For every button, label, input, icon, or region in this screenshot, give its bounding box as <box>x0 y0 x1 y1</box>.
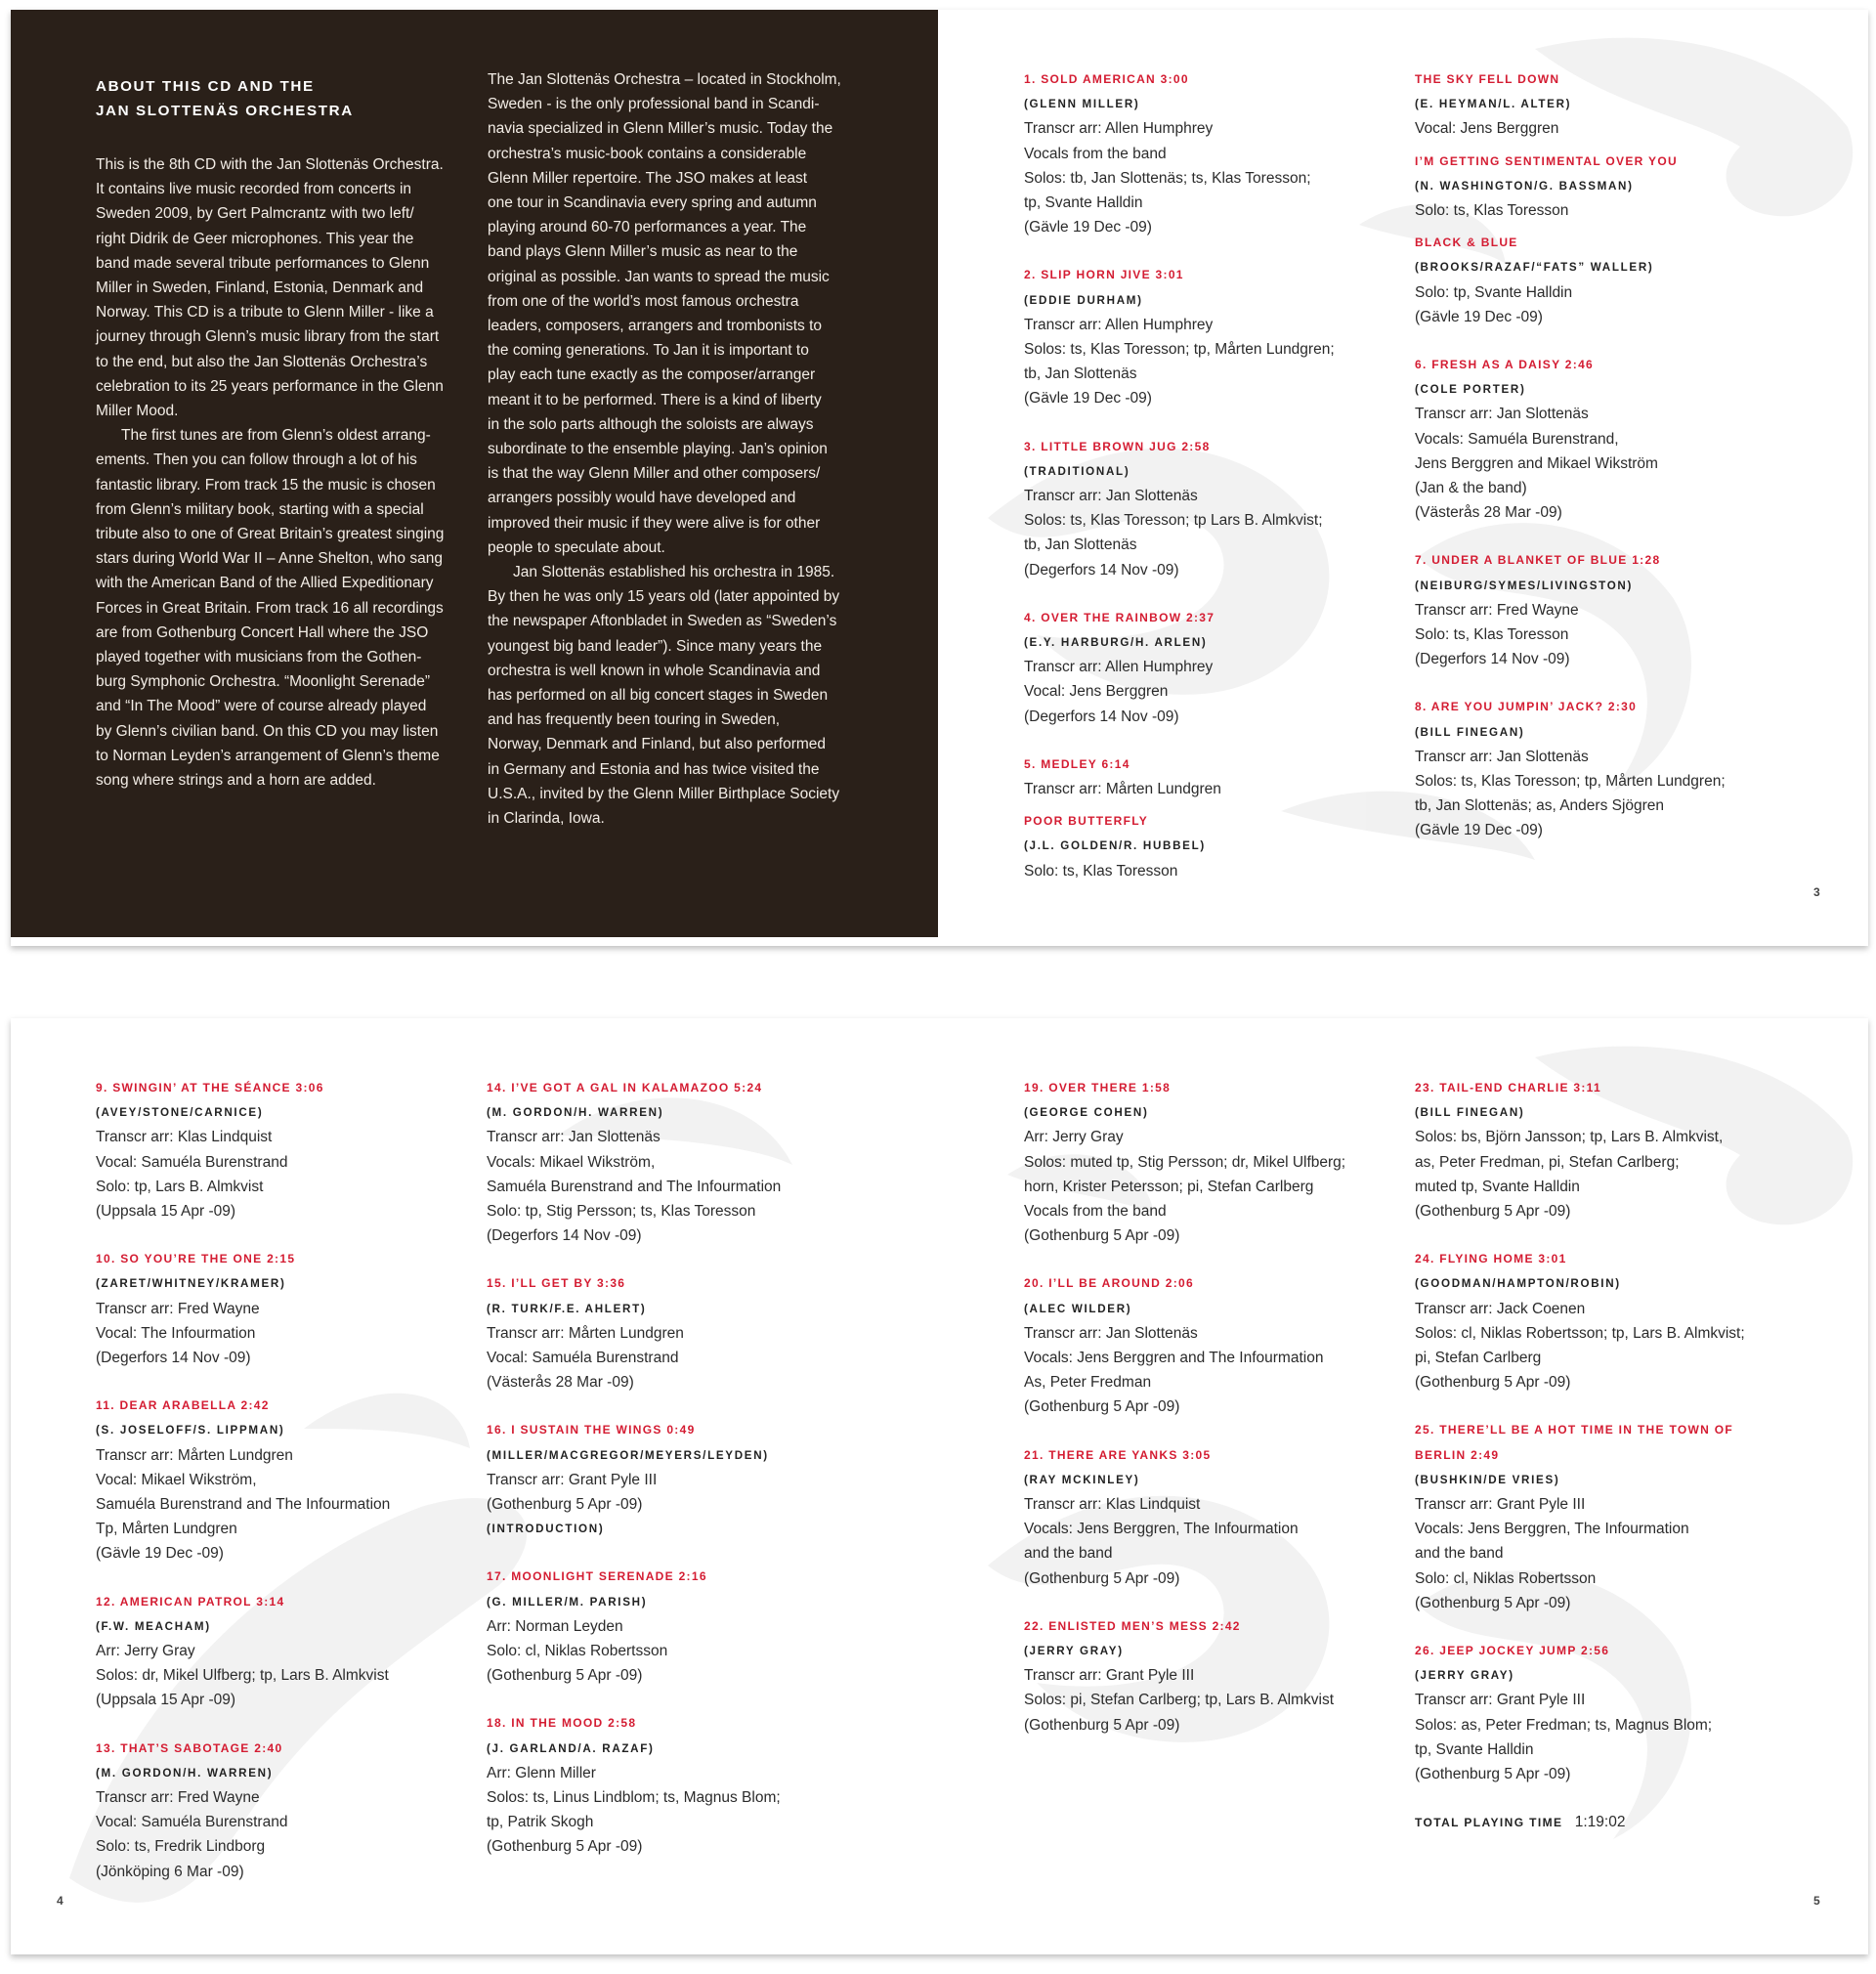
track-entry <box>1024 1614 1345 1738</box>
track-title: 7. UNDER A BLANKET OF BLUE 1:28 <box>1415 553 1661 568</box>
track-detail: Vocal: Jens Berggren <box>1415 120 1559 138</box>
track-title: 17. MOONLIGHT SERENADE 2:16 <box>487 1569 707 1584</box>
about-line: in Germany and Estonia and has twice visited the <box>488 760 820 778</box>
track-composer: (BUSHKIN/DE VRIES) <box>1415 1473 1560 1486</box>
track-detail: Transcr arr: Fred Wayne <box>1415 601 1579 619</box>
track-title: 11. DEAR ARABELLA 2:42 <box>96 1398 270 1413</box>
track-detail: (Gävle 19 Dec -09) <box>1024 390 1152 408</box>
tracklist-column <box>1024 67 1335 907</box>
about-line: band made several tribute performances to Glenn <box>96 254 430 272</box>
track-title: 14. I’VE GOT A GAL IN KALAMAZOO 5:24 <box>487 1081 763 1094</box>
track-detail: Vocal: Samuéla Burenstrand <box>487 1350 679 1367</box>
about-line: has performed on all big concert stages in Sweden <box>488 687 829 705</box>
about-line: celebration to its 25 years performance in the Glenn <box>96 377 444 395</box>
track-detail: Transcr arr: Grant Pyle III <box>487 1471 658 1488</box>
page-number: 4 <box>57 1894 64 1908</box>
about-line: youngest big band leader”). Since many years the <box>488 637 823 655</box>
track-detail: (Gothenburg 5 Apr -09) <box>1415 1766 1571 1783</box>
about-line: song where strings and a horn are added. <box>96 772 376 790</box>
track-detail: Vocal: Samuéla Burenstrand <box>96 1153 288 1171</box>
about-line: and “In The Mood” were of course already played <box>96 698 427 715</box>
track-detail: (Degerfors 14 Nov -09) <box>1024 561 1179 579</box>
about-line: orchestra’s music-book contains a considerable <box>488 145 807 162</box>
track-detail: (Uppsala 15 Apr -09) <box>96 1692 236 1709</box>
track-detail: (Jan & the band) <box>1415 480 1527 497</box>
track-detail: Solo: ts, Fredrik Lindborg <box>96 1838 266 1856</box>
track-title: 13. THAT’S SABOTAGE 2:40 <box>96 1740 283 1755</box>
about-line: subordinate to the ensemble playing. Jan’s opinion <box>488 441 828 458</box>
track-detail: Transcr arr: Klas Lindquist <box>96 1129 273 1146</box>
track-detail: Vocals from the band <box>1024 145 1167 162</box>
about-line: Miller in Sweden, Finland, Estonia, Denmark and <box>96 279 424 297</box>
track-detail: (Gothenburg 5 Apr -09) <box>1024 1569 1180 1587</box>
track-entry <box>1415 1076 1745 1223</box>
track-detail: Solos: muted tp, Stig Persson; dr, Mikel Ulfberg; <box>1024 1153 1346 1171</box>
track-detail: tp, Svante Halldin <box>1024 194 1143 212</box>
about-line: leaders, composers, arrangers and trombonists to <box>488 318 823 335</box>
about-line: tribute also to one of Great Britain’s greatest singing <box>96 526 445 543</box>
track-detail: Samuéla Burenstrand and The Infourmation <box>487 1178 782 1195</box>
track-detail: Vocals: Jens Berggren and The Infourmation <box>1024 1350 1324 1367</box>
track-detail: horn, Krister Petersson; pi, Stefan Carlberg <box>1024 1178 1314 1195</box>
track-detail: Transcr arr: Jan Slottenäs <box>1024 488 1198 505</box>
about-line: Sweden - is the only professional band in Scandi- <box>488 96 820 113</box>
track-detail: Arr: Jerry Gray <box>96 1643 195 1660</box>
track-entry <box>96 1394 390 1566</box>
page-number: 5 <box>1813 1894 1820 1908</box>
track-detail: Vocal: The Infourmation <box>96 1324 256 1342</box>
about-line: This is the 8th CD with the Jan Slottenäs Orchestra. <box>96 156 444 173</box>
track-composer: (NEIBURG/SYMES/LIVINGSTON) <box>1415 579 1634 592</box>
track-composer: (M. GORDON/H. WARREN) <box>487 1106 664 1120</box>
about-line: ements. Then you can follow through a lot of his <box>96 451 417 469</box>
track-detail: (Gothenburg 5 Apr -09) <box>487 1838 643 1856</box>
track-detail: Solos: as, Peter Fredman; ts, Magnus Blom; <box>1415 1716 1713 1734</box>
track-composer: (JERRY GRAY) <box>1024 1645 1124 1658</box>
track-detail: Solo: cl, Niklas Robertsson <box>1415 1569 1597 1587</box>
track-detail: Transcr arr: Grant Pyle III <box>1024 1667 1195 1685</box>
about-column-2 <box>488 67 851 831</box>
track-detail: (Gothenburg 5 Apr -09) <box>1415 1374 1571 1392</box>
track-detail: (Västerås 28 Mar -09) <box>1415 504 1562 522</box>
track-title: 1. SOLD AMERICAN 3:00 <box>1024 72 1189 86</box>
track-detail: (Degerfors 14 Nov -09) <box>487 1227 642 1245</box>
track-composer: (GEORGE COHEN) <box>1024 1106 1149 1120</box>
track-composer: (R. TURK/F.E. AHLERT) <box>487 1302 647 1315</box>
track-title: I’M GETTING SENTIMENTAL OVER YOU <box>1415 153 1678 168</box>
track-title: BLACK & BLUE <box>1415 236 1518 250</box>
tracklist-column <box>1024 1076 1345 1761</box>
track-title: 24. FLYING HOME 3:01 <box>1415 1252 1567 1266</box>
track-title: 12. AMERICAN PATROL 3:14 <box>96 1594 285 1609</box>
total-value: 1:19:02 <box>1574 1814 1626 1830</box>
track-composer: (E.Y. HARBURG/H. ARLEN) <box>1024 636 1208 650</box>
about-line: played together with musicians from the Gothen- <box>96 649 422 666</box>
track-detail: Vocals: Samuéla Burenstrand, <box>1415 430 1619 448</box>
tracklist-column <box>1415 67 1726 867</box>
about-line: fantastic library. From track 15 the music is chosen <box>96 476 436 494</box>
about-line: improved their music if they were alive is for other <box>488 514 821 532</box>
about-line: Forces in Great Britain. From track 16 all recordings <box>96 599 444 617</box>
track-detail: Solo: tp, Lars B. Almkvist <box>96 1178 264 1195</box>
track-detail: Solos: dr, Mikel Ulfberg; tp, Lars B. Almkvist <box>96 1667 389 1685</box>
about-line: by Glenn’s civilian band. On this CD you may listen <box>96 722 439 740</box>
track-composer: (INTRODUCTION) <box>487 1523 605 1536</box>
track-composer: (J. GARLAND/A. RAZAF) <box>487 1741 655 1755</box>
about-line: orchestra is well known in whole Scandinavia and <box>488 662 821 679</box>
track-title: POOR BUTTERFLY <box>1024 814 1149 829</box>
track-detail: (Uppsala 15 Apr -09) <box>96 1203 236 1221</box>
track-entry <box>1415 1418 1745 1615</box>
about-line: original as possible. Jan wants to spread the music <box>488 268 830 285</box>
track-detail: Transcr arr: Jan Slottenäs <box>1415 748 1589 765</box>
about-line: is that the way Glenn Miller and other composers/ <box>488 465 821 483</box>
track-detail: tb, Jan Slottenäs <box>1024 536 1137 554</box>
track-composer: (BILL FINEGAN) <box>1415 725 1525 739</box>
track-entry <box>1024 1271 1345 1419</box>
track-detail: Solo: tp, Stig Persson; ts, Klas Toresson <box>487 1203 756 1221</box>
track-title: 3. LITTLE BROWN JUG 2:58 <box>1024 439 1211 453</box>
track-entry <box>1415 67 1726 329</box>
track-entry <box>487 1565 781 1688</box>
track-detail: Solo: tp, Svante Halldin <box>1415 283 1573 301</box>
track-detail: tb, Jan Slottenäs <box>1024 365 1137 383</box>
track-detail: (Gothenburg 5 Apr -09) <box>1415 1203 1571 1221</box>
about-line: the newspaper Aftonbladet in Sweden as “Sweden’s <box>488 613 837 630</box>
about-line: band plays Glenn Miller’s music as near to the <box>488 243 798 261</box>
track-entry <box>487 1076 781 1248</box>
track-detail: tp, Patrik Skogh <box>487 1814 594 1831</box>
track-entry <box>487 1711 781 1859</box>
track-detail: Solos: bs, Björn Jansson; tp, Lars B. Almkvist, <box>1415 1129 1724 1146</box>
track-detail: Solos: ts, Klas Toresson; tp, Mårten Lundgren; <box>1024 341 1335 359</box>
track-detail: Transcr arr: Allen Humphrey <box>1024 120 1214 138</box>
track-composer: (AVEY/STONE/CARNICE) <box>96 1106 264 1120</box>
about-line: Norway. This CD is a tribute to Glenn Miller - like a <box>96 304 434 322</box>
track-composer: (JERRY GRAY) <box>1415 1669 1514 1683</box>
track-entry <box>1024 263 1335 410</box>
track-detail: (Gävle 19 Dec -09) <box>1024 219 1152 236</box>
track-detail: Transcr arr: Jan Slottenäs <box>1024 1324 1198 1342</box>
track-detail: Tp, Mårten Lundgren <box>96 1521 237 1538</box>
track-spacer <box>1415 142 1726 150</box>
track-spacer <box>1024 801 1335 809</box>
track-detail: Vocal: Samuéla Burenstrand <box>96 1814 288 1831</box>
track-title: 9. SWINGIN’ AT THE SÉANCE 3:06 <box>96 1081 324 1094</box>
about-line: playing around 60-70 performances a year. The <box>488 219 807 236</box>
track-detail: Arr: Norman Leyden <box>487 1617 623 1635</box>
track-composer: (GOODMAN/HAMPTON/ROBIN) <box>1415 1277 1621 1291</box>
track-entry <box>487 1418 781 1541</box>
track-detail: (Gothenburg 5 Apr -09) <box>1024 1227 1180 1245</box>
track-title: BERLIN 2:49 <box>1415 1447 1500 1462</box>
track-entry <box>1024 67 1335 239</box>
track-detail: (Jönköping 6 Mar -09) <box>96 1863 244 1880</box>
about-line: stars during World War II – Anne Shelton, who sang <box>96 550 443 568</box>
about-line: burg Symphonic Orchestra. “Moonlight Serenade” <box>96 673 431 691</box>
track-detail: tb, Jan Slottenäs; as, Anders Sjögren <box>1415 797 1665 815</box>
track-entry <box>487 1271 781 1395</box>
track-title: 6. FRESH AS A DAISY 2:46 <box>1415 358 1595 372</box>
track-detail: Vocals from the band <box>1024 1203 1167 1221</box>
about-line: with the American Band of the Allied Expeditionary <box>96 575 434 592</box>
track-entry <box>1024 1076 1345 1248</box>
about-line: Jan Slottenäs established his orchestra in 1985. <box>513 564 835 581</box>
track-title: THE SKY FELL DOWN <box>1415 72 1560 86</box>
track-title: 4. OVER THE RAINBOW 2:37 <box>1024 610 1215 624</box>
track-detail: Transcr arr: Grant Pyle III <box>1415 1496 1586 1514</box>
track-detail: (Gothenburg 5 Apr -09) <box>487 1496 643 1514</box>
track-detail: Transcr arr: Jan Slottenäs <box>487 1129 661 1146</box>
track-composer: (N. WASHINGTON/G. BASSMAN) <box>1415 179 1634 193</box>
track-detail: tp, Svante Halldin <box>1415 1740 1534 1758</box>
about-line: By then he was only 15 years old (later appointed by <box>488 588 840 606</box>
tracklist-column <box>487 1076 781 1883</box>
track-detail: Transcr arr: Jan Slottenäs <box>1415 406 1589 423</box>
track-composer: (J.L. GOLDEN/R. HUBBEL) <box>1024 839 1206 853</box>
track-detail: Transcr arr: Allen Humphrey <box>1024 316 1214 333</box>
track-composer: (E. HEYMAN/L. ALTER) <box>1415 98 1572 111</box>
total-label: TOTAL PLAYING TIME <box>1415 1816 1563 1829</box>
about-line: right Didrik de Geer microphones. This year the <box>96 230 414 247</box>
about-line: are from Gothenburg Concert Hall where the JSO <box>96 623 429 641</box>
about-line: one tour in Scandinavia every spring and autumn <box>488 194 817 212</box>
track-detail: Solo: ts, Klas Toresson <box>1024 862 1178 880</box>
track-detail: (Degerfors 14 Nov -09) <box>1415 651 1570 668</box>
track-title: 19. OVER THERE 1:58 <box>1024 1081 1172 1094</box>
track-detail: Solos: ts, Klas Toresson; tp, Mårten Lundgren; <box>1415 773 1726 791</box>
track-entry <box>96 1076 390 1223</box>
track-title: 16. I SUSTAIN THE WINGS 0:49 <box>487 1423 696 1438</box>
track-title: 8. ARE YOU JUMPIN’ JACK? 2:30 <box>1415 700 1638 714</box>
track-title: 18. IN THE MOOD 2:58 <box>487 1716 637 1731</box>
track-detail: Arr: Jerry Gray <box>1024 1129 1124 1146</box>
track-entry <box>1415 1639 1745 1786</box>
track-detail: pi, Stefan Carlberg <box>1415 1350 1542 1367</box>
track-spacer <box>1415 223 1726 231</box>
track-detail: Vocals: Jens Berggren, The Infourmation <box>1415 1521 1689 1538</box>
track-composer: (BILL FINEGAN) <box>1415 1106 1525 1120</box>
track-detail: Jens Berggren and Mikael Wikström <box>1415 454 1658 472</box>
total-playing-time <box>1415 1810 1625 1835</box>
about-line: navia specialized in Glenn Miller’s music. Today the <box>488 120 833 138</box>
track-composer: (S. JOSELOFF/S. LIPPMAN) <box>96 1424 285 1438</box>
track-detail: Transcr arr: Klas Lindquist <box>1024 1496 1201 1514</box>
track-detail: Transcr arr: Mårten Lundgren <box>487 1324 684 1342</box>
track-title: 10. SO YOU’RE THE ONE 2:15 <box>96 1252 296 1266</box>
about-line: play each tune exactly as the composer/arranger <box>488 366 816 384</box>
track-entry <box>1024 606 1335 729</box>
track-detail: Transcr arr: Mårten Lundgren <box>1024 781 1221 798</box>
track-detail: Solos: pi, Stefan Carlberg; tp, Lars B. Almkvist <box>1024 1692 1335 1709</box>
track-detail: Transcr arr: Jack Coenen <box>1415 1300 1586 1317</box>
about-line: to the end, but also the Jan Slottenäs Orchestra’s <box>96 353 428 370</box>
track-detail: Solos: ts, Linus Lindblom; ts, Magnus Blom; <box>487 1789 781 1807</box>
track-title: 23. TAIL-END CHARLIE 3:11 <box>1415 1081 1601 1094</box>
track-entry <box>96 1737 390 1884</box>
track-detail: Transcr arr: Allen Humphrey <box>1024 659 1214 676</box>
about-line: to Norman Leyden’s arrangement of Glenn’s theme <box>96 747 440 764</box>
track-detail: (Degerfors 14 Nov -09) <box>96 1350 251 1367</box>
track-composer: (COLE PORTER) <box>1415 383 1526 397</box>
about-line: The first tunes are from Glenn’s oldest arrang- <box>121 427 431 445</box>
track-title: 21. THERE ARE YANKS 3:05 <box>1024 1447 1212 1462</box>
about-line: the coming generations. To Jan it is important to <box>488 342 809 360</box>
track-detail: muted tp, Svante Halldin <box>1415 1178 1580 1195</box>
track-detail: Samuéla Burenstrand and The Infourmation <box>96 1496 391 1514</box>
track-entry <box>1415 695 1726 842</box>
track-detail: Solos: cl, Niklas Robertsson; tp, Lars B. Almkvist; <box>1415 1324 1745 1342</box>
track-detail: Vocal: Jens Berggren <box>1024 683 1169 701</box>
track-detail: (Gävle 19 Dec -09) <box>1415 822 1543 839</box>
track-detail: (Gothenburg 5 Apr -09) <box>1024 1398 1180 1416</box>
track-detail: as, Peter Fredman, pi, Stefan Carlberg; <box>1415 1153 1680 1171</box>
about-line: journey through Glenn’s music library from the start <box>96 328 440 346</box>
track-detail: Vocal: Mikael Wikström, <box>96 1471 257 1488</box>
about-line: from one of the world’s most famous orchestra <box>488 292 799 310</box>
booklet-spread-top <box>11 10 1868 946</box>
tracklist-column <box>1415 1076 1745 1810</box>
about-line: in Clarinda, Iowa. <box>488 810 605 828</box>
track-entry <box>1415 1247 1745 1395</box>
about-line: people to speculate about. <box>488 538 665 556</box>
track-composer: (ALEC WILDER) <box>1024 1302 1132 1315</box>
track-title: 26. JEEP JOCKEY JUMP 2:56 <box>1415 1644 1610 1658</box>
track-detail: (Degerfors 14 Nov -09) <box>1024 708 1179 725</box>
track-detail: Solo: cl, Niklas Robertsson <box>487 1643 668 1660</box>
track-detail: Solos: tb, Jan Slottenäs; ts, Klas Toresson; <box>1024 169 1311 187</box>
track-detail: (Gävle 19 Dec -09) <box>96 1545 224 1563</box>
track-composer: (M. GORDON/H. WARREN) <box>96 1766 274 1780</box>
about-line: Sweden 2009, by Gert Palmcrantz with two left/ <box>96 205 414 223</box>
about-line: Miller Mood. <box>96 403 179 420</box>
track-detail: Transcr arr: Fred Wayne <box>96 1789 260 1807</box>
track-composer: (BROOKS/RAZAF/“FATS” WALLER) <box>1415 261 1654 275</box>
track-entry <box>96 1247 390 1370</box>
page-number: 3 <box>1813 885 1820 899</box>
track-detail: As, Peter Fredman <box>1024 1374 1152 1392</box>
track-detail: and the band <box>1415 1545 1504 1563</box>
track-detail: Transcr arr: Mårten Lundgren <box>96 1446 293 1464</box>
track-detail: Solo: ts, Klas Toresson <box>1415 626 1569 644</box>
about-heading: ABOUT THIS CD AND THE JAN SLOTTENÄS ORCHESTRA <box>96 78 354 119</box>
track-composer: (GLENN MILLER) <box>1024 98 1140 111</box>
track-detail: (Västerås 28 Mar -09) <box>487 1374 634 1392</box>
track-composer: (EDDIE DURHAM) <box>1024 293 1143 307</box>
track-composer: (MILLER/MACGREGOR/MEYERS/LEYDEN) <box>487 1448 769 1462</box>
track-detail: Solos: ts, Klas Toresson; tp Lars B. Almkvist; <box>1024 512 1323 530</box>
about-column-1 <box>96 74 459 793</box>
track-title: 5. MEDLEY 6:14 <box>1024 756 1130 771</box>
tracklist-column <box>96 1076 390 1908</box>
track-detail: Vocals: Jens Berggren, The Infourmation <box>1024 1521 1299 1538</box>
track-title: 15. I’LL GET BY 3:36 <box>487 1276 626 1291</box>
track-detail: (Gävle 19 Dec -09) <box>1415 308 1543 325</box>
about-line: arrangers possibly would have developed and <box>488 490 796 507</box>
track-title: 22. ENLISTED MEN’S MESS 2:42 <box>1024 1618 1241 1633</box>
track-title: 2. SLIP HORN JIVE 3:01 <box>1024 268 1184 282</box>
about-line: from Glenn’s military book, starting with a special <box>96 500 424 518</box>
track-entry <box>1024 435 1335 582</box>
track-entry <box>1415 353 1726 525</box>
track-entry <box>1024 752 1335 883</box>
about-line: meant it to be performed. There is a kind of liberty <box>488 391 822 408</box>
booklet-spread-bottom <box>11 1018 1868 1954</box>
about-line: The Jan Slottenäs Orchestra – located in Stockholm, <box>488 71 841 88</box>
track-entry <box>96 1590 390 1713</box>
about-line: U.S.A., invited by the Glenn Miller Birthplace Society <box>488 785 840 802</box>
track-detail: Arr: Glenn Miller <box>487 1764 596 1781</box>
track-composer: (TRADITIONAL) <box>1024 464 1130 478</box>
track-entry <box>1024 1443 1345 1591</box>
track-composer: (RAY MCKINLEY) <box>1024 1473 1140 1486</box>
track-composer: (G. MILLER/M. PARISH) <box>487 1595 648 1609</box>
track-title: 25. THERE’LL BE A HOT TIME IN THE TOWN OF <box>1415 1423 1733 1438</box>
about-line: in the solo parts although the soloists are always <box>488 415 814 433</box>
track-detail: Vocals: Mikael Wikström, <box>487 1153 656 1171</box>
about-line: It contains live music recorded from concerts in <box>96 181 412 198</box>
track-detail: Transcr arr: Grant Pyle III <box>1415 1692 1586 1709</box>
about-line: Norway, Denmark and Finland, but also performed <box>488 736 827 753</box>
track-composer: (ZARET/WHITNEY/KRAMER) <box>96 1277 286 1291</box>
track-detail: and the band <box>1024 1545 1113 1563</box>
track-detail: (Gothenburg 5 Apr -09) <box>1024 1716 1180 1734</box>
about-line: Glenn Miller repertoire. The JSO makes at least <box>488 169 808 187</box>
track-entry <box>1415 548 1726 671</box>
track-title: 20. I’LL BE AROUND 2:06 <box>1024 1276 1194 1291</box>
track-detail: Solo: ts, Klas Toresson <box>1415 202 1569 220</box>
track-detail: (Gothenburg 5 Apr -09) <box>1415 1594 1571 1611</box>
about-line: and has frequently been touring in Sweden, <box>488 711 781 729</box>
track-composer: (F.W. MEACHAM) <box>96 1619 211 1633</box>
track-detail: (Gothenburg 5 Apr -09) <box>487 1667 643 1685</box>
track-detail: Transcr arr: Fred Wayne <box>96 1300 260 1317</box>
